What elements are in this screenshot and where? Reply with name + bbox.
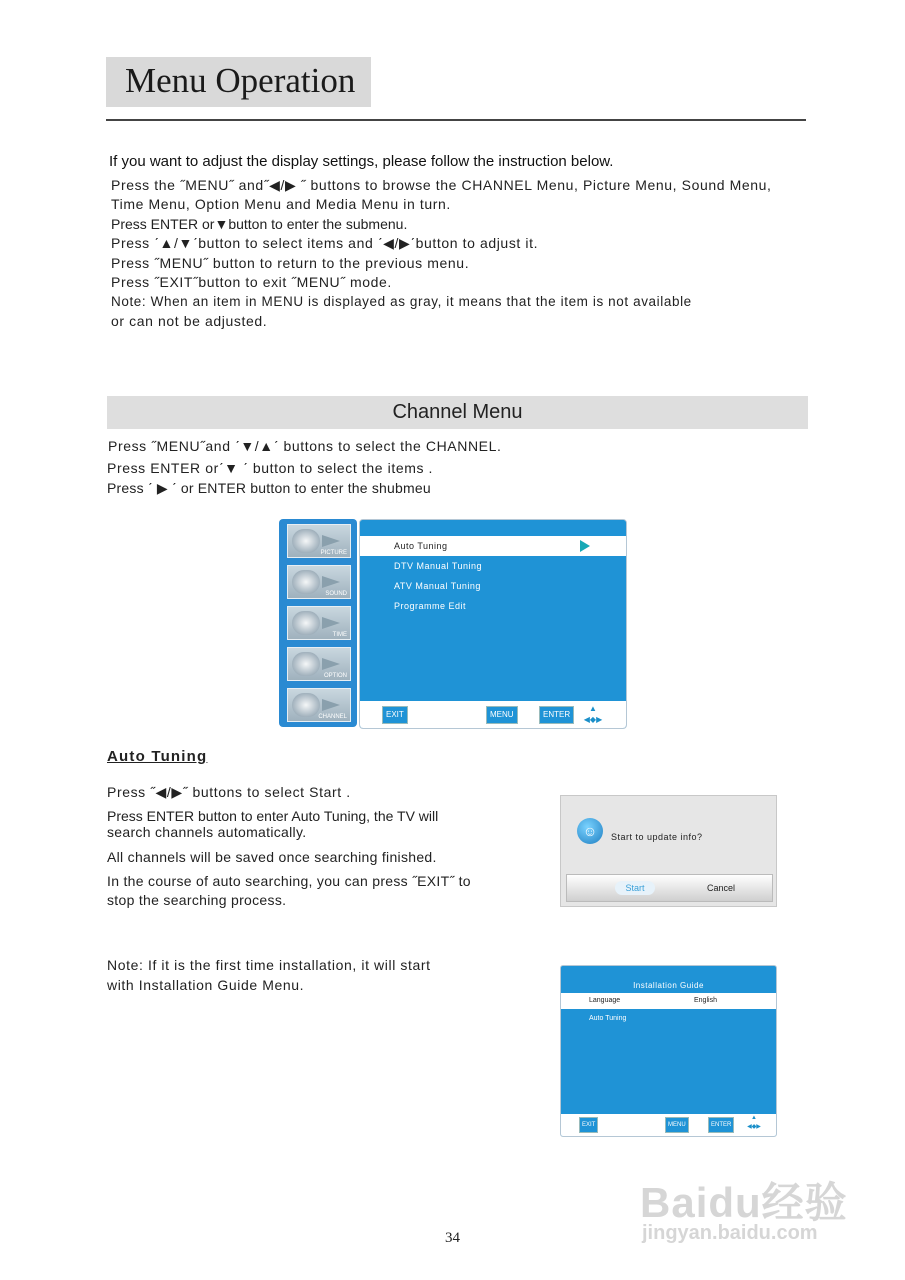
language-label: Language (589, 997, 621, 1004)
channel-line: Press ˊ ▶ ˊ or ENTER button to enter the shubmeu (107, 480, 431, 496)
intro-lead: If you want to adjust the display settings, please follow the instruction below. (109, 153, 614, 170)
intro-line: Press ˊ▲/▼ˊbutton to select items and ˊ◀/▶ˊbutton to adjust it. (111, 235, 539, 251)
channel-line: Press ˝MENU˝and ˊ▼/▲ˊ buttons to select the CHANNEL. (108, 438, 502, 454)
auto-line: stop the searching process. (107, 892, 287, 908)
title-divider (106, 119, 806, 121)
auto-line: All channels will be saved once searching finished. (107, 849, 437, 865)
sidebar-item-option (287, 647, 351, 681)
exit-key: EXIT (382, 706, 408, 724)
sidebar-label: TIME (332, 632, 347, 638)
page-title: Menu Operation (125, 61, 356, 100)
language-value: English (694, 997, 717, 1004)
arrow-icon (322, 617, 340, 629)
arrow-icon (322, 535, 340, 547)
sidebar-item-picture (287, 524, 351, 558)
speaker-icon (292, 570, 320, 594)
play-arrow-icon (580, 540, 590, 552)
arrow-icon (322, 699, 340, 711)
menu-item-auto-tuning (360, 536, 626, 556)
installation-guide-panel (560, 965, 777, 1137)
auto-line: search channels automatically. (107, 824, 307, 840)
tv-menu-footer (360, 701, 626, 728)
sidebar-label: CHANNEL (318, 714, 347, 720)
page-title-box (106, 57, 371, 107)
sidebar-label: SOUND (325, 591, 347, 597)
intro-line: Press ˝EXIT˝button to exit ˝MENU˝ mode. (111, 274, 392, 290)
dialog-button-bar (566, 874, 773, 902)
smiley-icon: ☺ (577, 818, 603, 844)
intro-line: Note: When an item in MENU is displayed as gray, it means that the item is not available (111, 294, 692, 309)
channel-menu-header (107, 396, 808, 429)
start-button: Start (615, 881, 655, 895)
monitor-icon (292, 529, 320, 553)
intro-line: or can not be adjusted. (111, 313, 268, 329)
arrow-icon (322, 576, 340, 588)
guide-title: Installation Guide (633, 981, 704, 990)
enter-key: ENTER (539, 706, 574, 724)
menu-item-label: Auto Tuning (394, 541, 448, 551)
menu-item-label: Programme Edit (394, 601, 467, 611)
note-line: with Installation Guide Menu. (107, 977, 305, 993)
dialog-question: Start to update info? (611, 832, 703, 842)
enter-key: ENTER (708, 1117, 734, 1133)
clock-icon (292, 611, 320, 635)
intro-line: Press the ˝MENU˝ and˝◀/▶ ˝ buttons to browse the CHANNEL Menu, Picture Menu, Sound Menu, (111, 177, 772, 193)
cancel-button: Cancel (707, 883, 736, 893)
auto-line: Press ˝◀/▶˝ buttons to select Start . (107, 784, 351, 800)
intro-line: Press ENTER or▼button to enter the submenu. (111, 216, 408, 232)
menu-item-label: DTV Manual Tuning (394, 561, 483, 571)
sidebar-item-sound (287, 565, 351, 599)
menu-item-label: ATV Manual Tuning (394, 581, 481, 591)
navigation-pad-icon: ▲ ◀◆▶ (747, 1115, 761, 1130)
menu-key: MENU (486, 706, 518, 724)
menu-item-programme-edit (360, 596, 626, 616)
tv-menu-sidebar (279, 519, 357, 727)
intro-line: Press ˝MENU˝ button to return to the previous menu. (111, 255, 470, 271)
auto-line: In the course of auto searching, you can press ˝EXIT˝ to (107, 873, 471, 889)
auto-tuning-label: Auto Tuning (589, 1015, 627, 1022)
exit-key: EXIT (579, 1117, 598, 1133)
sidebar-item-channel (287, 688, 351, 722)
page-number: 34 (445, 1230, 460, 1246)
gear-icon (292, 652, 320, 676)
guide-footer (561, 1114, 776, 1136)
menu-item-atv (360, 576, 626, 596)
update-dialog (560, 795, 777, 907)
sidebar-label: OPTION (323, 673, 347, 679)
arrow-icon (322, 658, 340, 670)
section-title: Channel Menu (392, 401, 523, 423)
tv-menu-panel (359, 519, 627, 729)
guide-row-language (561, 993, 776, 1009)
menu-key: MENU (665, 1117, 689, 1133)
sidebar-item-time (287, 606, 351, 640)
antenna-icon (292, 693, 320, 717)
navigation-pad-icon: ▲ ◀◆▶ (583, 704, 603, 724)
watermark-brand: Baidu经验 (640, 1179, 848, 1226)
note-line: Note: If it is the first time installation, it will start (107, 957, 431, 973)
channel-line: Press ENTER orˊ▼ ˊ button to select the items . (107, 460, 434, 476)
intro-line: Time Menu, Option Menu and Media Menu in turn. (111, 196, 451, 212)
watermark-url: jingyan.baidu.com (642, 1222, 818, 1244)
auto-line: Press ENTER button to enter Auto Tuning, the TV will (107, 808, 439, 824)
auto-tuning-heading: Auto Tuning (107, 748, 208, 765)
sidebar-label: PICTURE (320, 550, 347, 556)
menu-item-dtv (360, 556, 626, 576)
tv-menu-header (360, 520, 626, 536)
guide-row-auto-tuning (561, 1011, 776, 1027)
